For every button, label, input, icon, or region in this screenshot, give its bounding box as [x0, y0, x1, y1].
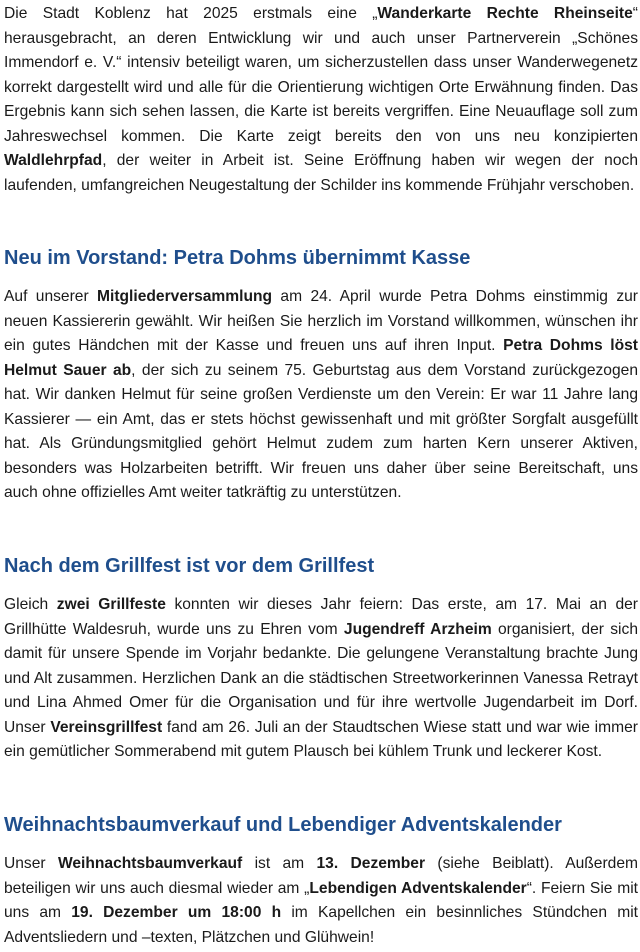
christmas-paragraph: Unser Weihnachtsbaumverkauf ist am 13. Dezember (siehe Beiblatt). Außerdem beteiligen wir uns auch diesmal wieder am „Lebendigen Adventskalender“. Feiern Sie mit uns am 19. Dezember um 18:00 h im Kapellchen ein besinnliches Stündchen mit Adventsliedern und –texten, Plätzchen und Glühwein! — [4, 855, 638, 946]
section-heading-barbecue: Nach dem Grillfest ist vor dem Grillfest — [4, 555, 375, 577]
bold-tree-sale: Weihnachtsbaumverkauf — [57, 855, 243, 872]
bold-club-barbecue: Vereinsgrillfest — [50, 718, 163, 736]
bold-event-datetime: 19. Dezember um 18:00 h — [71, 904, 282, 921]
bold-youth-club: Jugendreff Arzheim — [343, 620, 492, 638]
intro-paragraph: Die Stadt Koblenz hat 2025 erstmals eine „Wanderkarte Rechte Rheinseite“ herausgebracht, an deren Entwicklung wir und auch unser Partnerverein „Schönes Immendorf e. V.“ intensiv beteiligt waren, um sicherzustellen dass unser Wanderwegenetz korrekt dargestellt wird und alle für die Orientierung wichtigen Orte Erwähnung finden. Das Ergebnis kann sich sehen lassen, die Karte ist bereits vergriffen. Eine Neuauflage soll zum Jahreswechsel kommen. Die Karte zeigt bereits den von uns neu konzipierten Waldlehrpfad, der weiter in Arbeit ist. Seine Eröffnung haben wir wegen der noch laufenden, umfangreichen Neugestaltung der Schilder ins kommende Frühjahr verschoben. — [4, 5, 638, 194]
barbecue-paragraph: Gleich zwei Grillfeste konnten wir dieses Jahr feiern: Das erste, am 17. Mai an der Grillhütte Waldesruh, wurde uns zu Ehren vom Jugendreff Arzheim organisiert, der sich damit für unsere Spende im Vorjahr bedankte. Die gelungene Veranstaltung brachte Jung und Alt zusammen. Herzlichen Dank an die städtischen Streetworkerinnen Vanessa Retrayt und Lina Ahmed Omer für die Organisation und für ihre wertvolle Jugendarbeit im Dorf. Unser Vereinsgrillfest fand am 26. Juli an der Staudtschen Wiese statt und war wie immer ein gemütlicher Sommerabend mit gutem Plausch bei kühlem Trunk und leckerer Kost. — [4, 596, 638, 760]
bold-advent-calendar: Lebendigen Adventskalender — [309, 879, 527, 897]
section-heading-board: Neu im Vorstand: Petra Dohms übernimmt Kasse — [4, 247, 471, 269]
bold-treasurer-change: Petra Dohms löst Helmut Sauer ab — [4, 337, 638, 379]
bold-map-title: Wanderkarte Rechte Rheinseite — [377, 5, 633, 22]
board-paragraph: Auf unserer Mitgliederversammlung am 24. April wurde Petra Dohms einstimmig zur neuen Kassiererin gewählt. Wir heißen Sie herzlich im Vorstand willkommen, wünschen ihr ein gutes Händchen mit der Kasse und freuen uns auf ihren Input. Petra Dohms löst Helmut Sauer ab, der sich zu seinem 75. Geburtstag aus dem Vorstand zurückgezogen hat. Wir danken Helmut für seine großen Verdienste um den Verein: Er war 11 Jahre lang Kassierer — ein Amt, das er stets höchst gewissenhaft und mit größter Sorgfalt ausgefüllt hat. Als Gründungsmitglied gehört Helmut zudem zum harten Kern unserer Aktiven, besonders was Holzarbeiten betrifft. Wir freuen uns daher über seine Bereitschaft, uns auch ohne offizielles Amt weiter tatkräftig zu unterstützen. — [4, 288, 638, 501]
bold-nature-trail: Waldlehrpfad — [4, 152, 103, 169]
bold-general-meeting: Mitgliederversammlung — [97, 288, 273, 305]
bold-two-barbecues: zwei Grillfeste — [56, 596, 166, 613]
section-heading-christmas: Weihnachtsbaumverkauf und Lebendiger Adventskalender — [4, 814, 562, 836]
bold-sale-date: 13. Dezember — [316, 855, 426, 872]
